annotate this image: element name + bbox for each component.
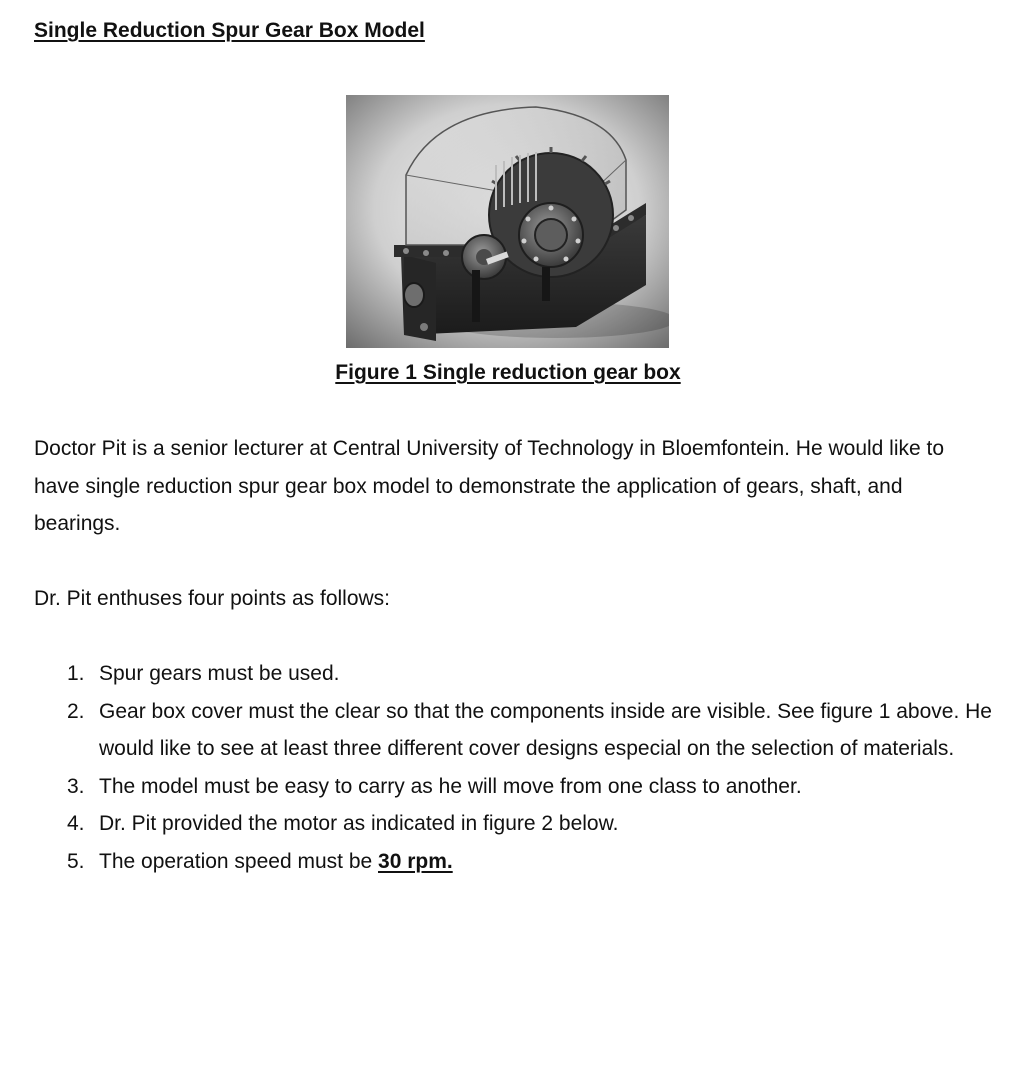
list-number: 1.: [67, 662, 85, 685]
figure-caption: Figure 1 Single reduction gear box: [335, 361, 681, 384]
document-title: Single Reduction Spur Gear Box Model: [34, 19, 425, 42]
speed-emphasis: 30 rpm.: [378, 849, 453, 873]
list-item: [0, 655, 1000, 693]
list-item: [0, 843, 1000, 881]
requirements-list: [0, 655, 1000, 880]
intro-paragraph: Doctor Pit is a senior lecturer at Central University of Technology in Bloemfontein. He would like to have single reduction spur gear box model to demonstrate the application of gears, shaft, and bearings.: [34, 437, 945, 535]
list-item-text: The model must be easy to carry as he will move from one class to another.: [99, 774, 802, 798]
list-item: [0, 805, 1000, 843]
list-number: 4.: [67, 812, 85, 835]
list-item-text: Dr. Pit provided the motor as indicated in figure 2 below.: [99, 812, 619, 835]
list-number: 5.: [67, 849, 85, 873]
list-item-text: The operation speed must be: [99, 849, 379, 873]
list-item: [0, 768, 1000, 806]
gearbox-figure: [346, 95, 669, 348]
list-item: [0, 693, 1000, 768]
list-item-text: Gear box cover must the clear so that the components inside are visible. See figure 1 above. He would like to see at least three different cover designs especial on the selection of materials.: [99, 699, 992, 760]
list-number: 2.: [67, 699, 85, 723]
list-item-text: Spur gears must be used.: [99, 662, 340, 685]
gearbox-illustration-icon: [346, 95, 669, 348]
list-intro: Dr. Pit enthuses four points as follows:: [34, 587, 391, 610]
list-number: 3.: [67, 774, 85, 798]
